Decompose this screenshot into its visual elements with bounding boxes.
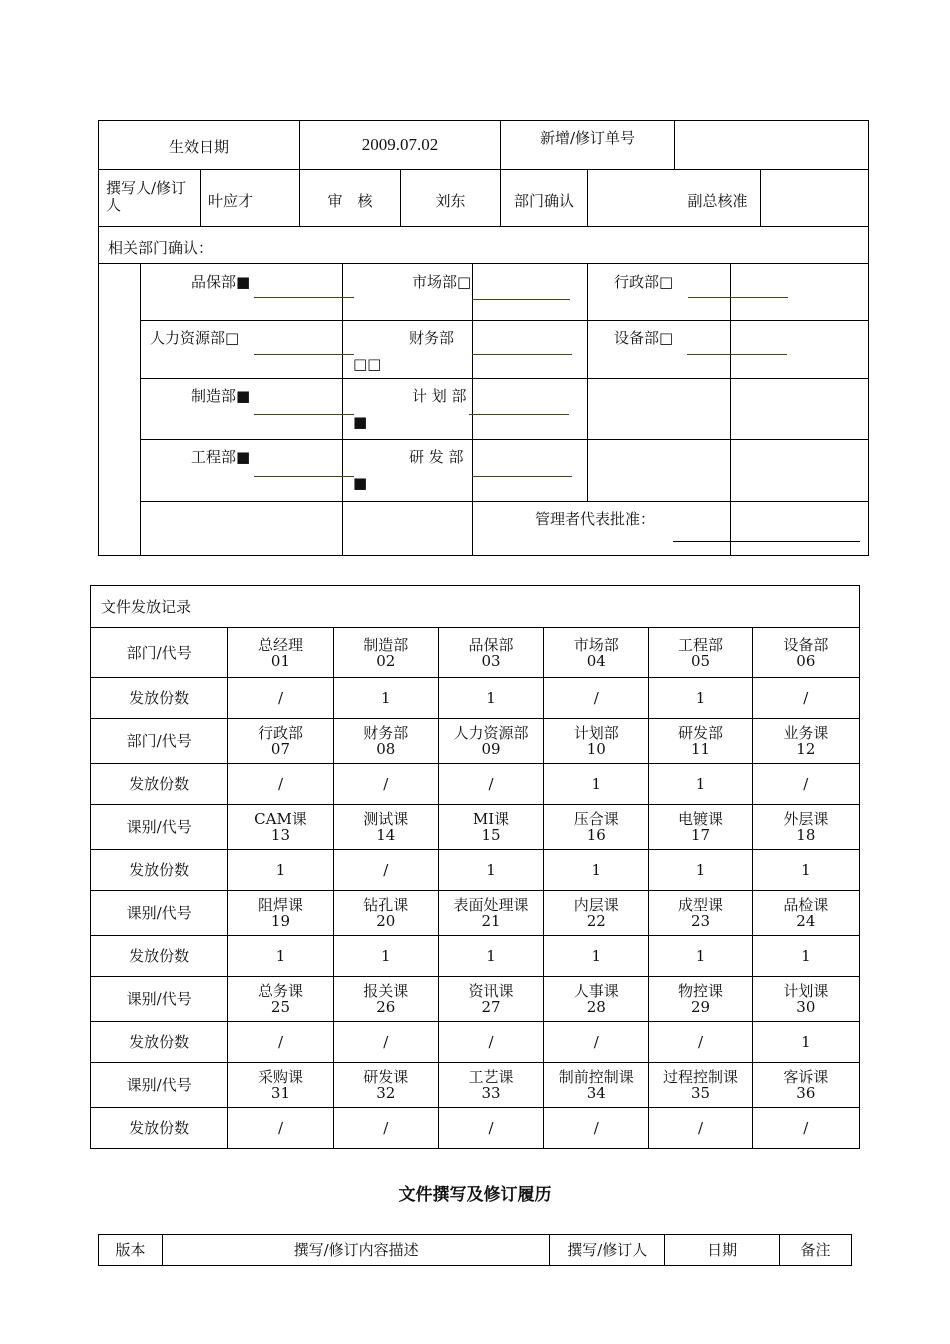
copies-cell: 1 [649, 850, 752, 891]
copies-cell: / [438, 1108, 543, 1149]
dept-name: MI课 [472, 810, 510, 828]
copies-cell: 1 [544, 850, 649, 891]
dept-code: 13 [270, 826, 291, 844]
dept-code: 24 [796, 912, 816, 930]
dept-code: 22 [586, 912, 606, 930]
dept-code: 04 [586, 651, 606, 670]
dept-admin: 行政部□ [614, 273, 674, 291]
copies-row [91, 678, 860, 719]
dept-confirm-label: 部门确认 [513, 192, 574, 210]
dept-name: 报关课 [363, 982, 409, 1000]
dept-finance-mark: □□ [353, 355, 382, 373]
history-col-description: 撰写/修订内容描述 [162, 1235, 549, 1266]
dept-name: 设备部 [783, 635, 829, 654]
revision-no-label: 新增/修订单号 [539, 129, 636, 147]
dept-name: 客诉课 [783, 1068, 829, 1086]
dept-code: 35 [690, 1084, 711, 1102]
dept-name: 阻焊课 [257, 896, 303, 914]
copies-cell: 1 [544, 764, 649, 805]
dept-code-cell [752, 628, 859, 678]
dept-code-cell [333, 628, 438, 678]
dept-name: 计划课 [783, 982, 829, 1000]
dept-code: 11 [690, 740, 711, 758]
copies-cell: 1 [438, 678, 543, 719]
copies-cell: / [333, 850, 438, 891]
row-label: 发放份数 [91, 1022, 228, 1063]
dept-name: 品检课 [783, 896, 829, 914]
copies-cell: / [752, 678, 859, 719]
dept-finance-label: 财务部 [409, 329, 455, 347]
dept-name: 总务课 [257, 982, 303, 1000]
copies-cell: 1 [228, 936, 333, 977]
dept-code: 27 [481, 998, 501, 1016]
copies-cell: 1 [752, 1022, 859, 1063]
dept-code-cell [649, 891, 752, 936]
copies-cell: / [649, 1108, 752, 1149]
copies-cell: 1 [228, 850, 333, 891]
dept-name: 采购课 [257, 1068, 303, 1086]
dept-code: 34 [586, 1084, 606, 1102]
dept-name: 市场部 [573, 635, 619, 654]
dept-code-row [91, 891, 860, 936]
dept-code-row [91, 719, 860, 764]
author-value: 叶应才 [208, 192, 254, 210]
dept-name: 总经理 [257, 635, 303, 654]
copies-cell: / [438, 1022, 543, 1063]
dept-code-cell [438, 719, 543, 764]
dept-code-cell [228, 628, 333, 678]
copies-cell: / [228, 764, 333, 805]
dept-code: 31 [270, 1084, 291, 1102]
dept-name: 财务部 [363, 724, 409, 742]
copies-cell: 1 [438, 936, 543, 977]
dept-manufacturing: 制造部■ [191, 387, 251, 405]
row-label: 部门/代号 [91, 628, 228, 678]
dept-name: 表面处理课 [453, 896, 529, 914]
dept-hr: 人力资源部□ [150, 329, 240, 347]
dept-code: 32 [376, 1084, 396, 1102]
dept-engineering: 工程部■ [191, 448, 251, 466]
copies-cell: / [544, 1022, 649, 1063]
distribution-title: 文件发放记录 [91, 586, 860, 628]
dept-code-row [91, 805, 860, 850]
row-label: 发放份数 [91, 764, 228, 805]
dept-code-cell [333, 805, 438, 850]
dept-name: 物控课 [678, 982, 724, 1000]
row-label: 发放份数 [91, 678, 228, 719]
review-value: 刘东 [435, 192, 466, 210]
copies-cell: / [544, 678, 649, 719]
row-label: 课别/代号 [91, 805, 228, 850]
row-label: 课别/代号 [91, 1063, 228, 1108]
dept-code: 08 [376, 740, 396, 758]
copies-row [91, 936, 860, 977]
dept-code: 17 [690, 826, 711, 844]
dept-code-cell [649, 719, 752, 764]
row-label: 课别/代号 [91, 891, 228, 936]
confirmation-title: 相关部门确认： [108, 239, 214, 257]
dept-code-cell [228, 805, 333, 850]
dept-name: CAM课 [254, 810, 307, 828]
dept-code: 19 [270, 912, 291, 930]
dept-code-cell [752, 719, 859, 764]
review-label: 审 核 [327, 192, 373, 210]
author-label: 撰写人/修订人 [106, 179, 187, 214]
dept-code: 03 [481, 651, 501, 670]
dept-code: 01 [270, 651, 291, 670]
effective-date-label: 生效日期 [168, 138, 229, 156]
dept-code-cell [752, 977, 859, 1022]
dept-name: 内层课 [573, 896, 619, 914]
copies-cell: / [752, 1108, 859, 1149]
dept-code-cell [438, 977, 543, 1022]
dept-name: 计划部 [573, 724, 619, 742]
dept-name: 外层课 [783, 810, 829, 828]
dept-code-cell [544, 719, 649, 764]
dept-code-cell [333, 1063, 438, 1108]
copies-cell: 1 [649, 936, 752, 977]
copies-cell: 1 [333, 678, 438, 719]
copies-cell: 1 [333, 936, 438, 977]
row-label: 发放份数 [91, 1108, 228, 1149]
dept-code-row [91, 977, 860, 1022]
dept-code-cell [544, 977, 649, 1022]
dept-code-cell [228, 719, 333, 764]
dept-code: 05 [690, 651, 711, 670]
dept-code-cell [333, 719, 438, 764]
dept-code-cell [228, 977, 333, 1022]
dept-name: 工艺课 [468, 1068, 514, 1086]
dept-code: 18 [796, 826, 816, 844]
copies-cell: 1 [752, 936, 859, 977]
dept-code: 02 [376, 651, 396, 670]
dept-code: 25 [270, 998, 291, 1016]
copies-row [91, 764, 860, 805]
dept-rd-label: 研 发 部 [409, 448, 464, 466]
dept-code-cell [438, 891, 543, 936]
copies-cell: 1 [649, 764, 752, 805]
dept-equipment: 设备部□ [614, 329, 674, 347]
copies-cell: / [333, 764, 438, 805]
dept-name: 制前控制课 [558, 1068, 634, 1086]
copies-row [91, 1022, 860, 1063]
dept-code-cell [544, 805, 649, 850]
history-title: 文件撰写及修订履历 [398, 1185, 552, 1205]
dept-code: 06 [796, 651, 816, 670]
dept-planning-mark: ■ [353, 413, 368, 431]
dept-quality: 品保部■ [191, 273, 251, 291]
dept-code: 07 [270, 740, 291, 758]
dept-code-cell [752, 1063, 859, 1108]
dept-code: 33 [481, 1084, 501, 1102]
history-table [98, 1234, 852, 1266]
dept-code-cell [333, 977, 438, 1022]
dept-name: 品保部 [468, 635, 514, 654]
dept-name: 人事课 [573, 982, 619, 1000]
history-col-author: 撰写/修订人 [550, 1235, 665, 1266]
history-col-remark: 备注 [780, 1235, 852, 1266]
copies-cell: / [752, 764, 859, 805]
dept-name: 测试课 [363, 810, 409, 828]
dept-code: 30 [796, 998, 816, 1016]
dept-name: 研发部 [678, 724, 724, 742]
dept-code-cell [333, 891, 438, 936]
dept-planning-label: 计 划 部 [412, 387, 467, 405]
dept-code-cell [438, 805, 543, 850]
dept-code: 26 [376, 998, 396, 1016]
dept-code-cell [228, 1063, 333, 1108]
dept-code: 28 [586, 998, 606, 1016]
row-label: 发放份数 [91, 850, 228, 891]
dept-code-row [91, 1063, 860, 1108]
dept-name: 行政部 [257, 724, 303, 742]
dept-code-row [91, 628, 860, 678]
copies-row [91, 850, 860, 891]
dept-name: 压合课 [573, 810, 619, 828]
dept-market: 市场部□ [412, 273, 472, 291]
dept-code-cell [752, 805, 859, 850]
copies-cell: 1 [752, 850, 859, 891]
dept-name: 研发课 [363, 1068, 409, 1086]
dept-code-cell [649, 1063, 752, 1108]
copies-cell: 1 [438, 850, 543, 891]
dept-code-cell [438, 628, 543, 678]
dept-code: 14 [376, 826, 396, 844]
dept-name: 人力资源部 [453, 724, 529, 742]
copies-cell: / [333, 1108, 438, 1149]
dept-code-cell [544, 628, 649, 678]
dept-code: 23 [690, 912, 711, 930]
copies-cell: / [333, 1022, 438, 1063]
row-label: 部门/代号 [91, 719, 228, 764]
dept-name: 电镀课 [678, 810, 724, 828]
dept-code: 12 [796, 740, 816, 758]
dept-code: 29 [690, 998, 711, 1016]
dept-code: 36 [796, 1084, 816, 1102]
dept-name: 业务课 [783, 724, 829, 742]
dept-code: 16 [586, 826, 606, 844]
dept-name: 过程控制课 [663, 1068, 739, 1086]
dept-code-cell [438, 1063, 543, 1108]
copies-cell: / [544, 1108, 649, 1149]
copies-cell: / [228, 1022, 333, 1063]
dept-code: 09 [481, 740, 501, 758]
dept-name: 工程部 [678, 635, 724, 654]
dept-code-cell [752, 891, 859, 936]
dept-code: 20 [376, 912, 396, 930]
copies-cell: / [228, 678, 333, 719]
copies-cell: / [438, 764, 543, 805]
vp-approve-label: 副总核准 [687, 192, 748, 210]
history-col-version: 版本 [99, 1235, 163, 1266]
dept-code-cell [228, 891, 333, 936]
distribution-table [90, 585, 860, 1149]
copies-cell: 1 [544, 936, 649, 977]
dept-name: 资讯课 [468, 982, 514, 1000]
effective-date-value: 2009.07.02 [361, 135, 439, 154]
dept-code: 10 [586, 740, 606, 758]
dept-code: 21 [481, 912, 501, 930]
dept-name: 制造部 [363, 635, 409, 654]
dept-code-cell [649, 628, 752, 678]
copies-cell: / [649, 1022, 752, 1063]
dept-code-cell [544, 891, 649, 936]
dept-code-cell [544, 1063, 649, 1108]
copies-cell: 1 [649, 678, 752, 719]
dept-rd-mark: ■ [353, 474, 368, 492]
dept-code: 15 [481, 826, 501, 844]
dept-name: 钻孔课 [363, 896, 409, 914]
dept-code-cell [649, 805, 752, 850]
dept-code-cell [649, 977, 752, 1022]
copies-cell: / [228, 1108, 333, 1149]
dept-name: 成型课 [678, 896, 724, 914]
row-label: 课别/代号 [91, 977, 228, 1022]
row-label: 发放份数 [91, 936, 228, 977]
history-col-date: 日期 [665, 1235, 780, 1266]
copies-row [91, 1108, 860, 1149]
mgmt-rep-label: 管理者代表批准： [535, 510, 656, 528]
